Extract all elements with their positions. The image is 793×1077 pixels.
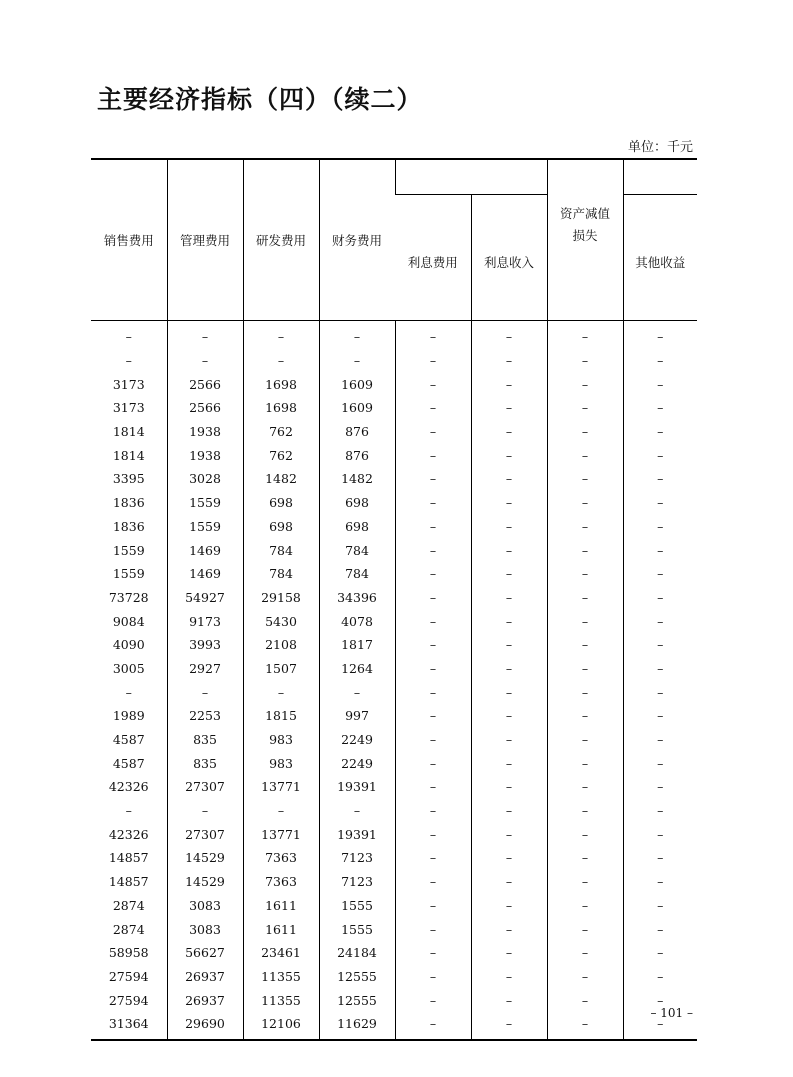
table-cell: 9173 <box>167 609 243 633</box>
table-cell: – <box>319 680 395 704</box>
table-cell: – <box>547 988 623 1012</box>
table-cell: – <box>623 420 697 444</box>
table-cell: 14857 <box>108 850 149 866</box>
table-cell: – <box>623 988 697 1012</box>
table-cell: – <box>547 704 623 728</box>
table-cell: 698 <box>319 491 395 515</box>
table-cell: – <box>623 396 697 420</box>
table-cell: – <box>471 396 547 420</box>
table-cell: – <box>623 467 697 491</box>
table-cell: – <box>471 443 547 467</box>
table-cell: 784 <box>243 538 319 562</box>
table-cell: 2927 <box>167 657 243 681</box>
table-cell: – <box>395 988 471 1012</box>
table-cell: 42326 <box>108 826 149 842</box>
table-cell: – <box>623 751 697 775</box>
table-cell: – <box>319 321 395 349</box>
table-cell: 784 <box>243 562 319 586</box>
table-cell: – <box>243 680 319 704</box>
table-cell: 1559 <box>167 491 243 515</box>
table-cell: 58958 <box>108 945 149 961</box>
table-cell: 12555 <box>319 988 395 1012</box>
table-row <box>91 491 697 515</box>
table-cell: 1559 <box>112 542 145 558</box>
table-cell: – <box>395 657 471 681</box>
table-cell: 7363 <box>243 846 319 870</box>
table-cell: – <box>623 349 697 373</box>
table-row <box>91 586 697 610</box>
table-cell: – <box>395 822 471 846</box>
table-cell: 31364 <box>91 1012 167 1040</box>
header-group-blank-2 <box>471 159 547 195</box>
table-cell: 14529 <box>167 870 243 894</box>
table-cell: 1609 <box>319 396 395 420</box>
table-row <box>91 917 697 941</box>
table-cell: – <box>319 799 395 823</box>
table-row <box>91 467 697 491</box>
table-cell: 27307 <box>167 775 243 799</box>
table-cell: – <box>623 917 697 941</box>
table-cell: 27594 <box>108 992 149 1008</box>
table-cell: – <box>471 775 547 799</box>
table-cell: – <box>243 321 319 349</box>
table-cell: – <box>471 491 547 515</box>
table-cell: – <box>547 609 623 633</box>
table-row <box>91 775 697 799</box>
header-finance: 财务费用 <box>319 159 395 321</box>
table-cell: 11629 <box>319 1012 395 1040</box>
table-cell: 835 <box>167 751 243 775</box>
table-cell: – <box>471 372 547 396</box>
table-cell: – <box>623 870 697 894</box>
table-cell: – <box>623 941 697 965</box>
header-interest-inc: 利息收入 <box>471 195 547 321</box>
table-cell: – <box>623 894 697 918</box>
table-cell: – <box>471 965 547 989</box>
table-cell: – <box>547 420 623 444</box>
table-cell: 1611 <box>243 894 319 918</box>
table-cell: – <box>471 515 547 539</box>
table-row <box>91 870 697 894</box>
table-cell: 2108 <box>243 633 319 657</box>
table-cell: 4090 <box>112 637 145 653</box>
table-cell: 1815 <box>243 704 319 728</box>
table-cell: – <box>471 1012 547 1040</box>
table-cell: 73728 <box>108 589 149 605</box>
table-cell: – <box>471 704 547 728</box>
table-cell: 11355 <box>243 965 319 989</box>
page-title: 主要经济指标（四）（续二） <box>97 85 423 114</box>
table-cell: 3028 <box>167 467 243 491</box>
table-cell: – <box>547 321 623 349</box>
table-row <box>91 443 697 467</box>
table-cell: 13771 <box>243 775 319 799</box>
table-cell: 7123 <box>319 846 395 870</box>
table-row <box>91 704 697 728</box>
table-cell: – <box>471 751 547 775</box>
table-cell: – <box>471 822 547 846</box>
table-cell: 1989 <box>112 708 145 724</box>
table-cell: 1264 <box>319 657 395 681</box>
table-cell: – <box>471 846 547 870</box>
table-cell: – <box>623 609 697 633</box>
table-cell: – <box>471 538 547 562</box>
table-cell: 24184 <box>319 941 395 965</box>
table-cell: – <box>471 349 547 373</box>
table-cell: – <box>395 704 471 728</box>
table-cell: – <box>471 562 547 586</box>
table-cell: 14529 <box>167 846 243 870</box>
table-cell: 762 <box>243 420 319 444</box>
table-cell: – <box>395 586 471 610</box>
table-cell: – <box>395 349 471 373</box>
table-row <box>91 609 697 633</box>
table-cell: – <box>471 680 547 704</box>
table-cell: 7123 <box>319 870 395 894</box>
table-cell: – <box>395 491 471 515</box>
table-cell: – <box>125 803 132 819</box>
table-cell: 1507 <box>243 657 319 681</box>
table-row <box>91 372 697 396</box>
table-cell: 14857 <box>108 874 149 890</box>
table-cell: – <box>125 684 132 700</box>
table-cell: – <box>125 353 132 369</box>
table-cell: 3083 <box>167 894 243 918</box>
table-cell: – <box>395 633 471 657</box>
table-row <box>91 965 697 989</box>
table-cell: 1559 <box>112 566 145 582</box>
table-cell: 2566 <box>167 372 243 396</box>
table-cell: – <box>547 562 623 586</box>
table-cell: 1555 <box>319 917 395 941</box>
table-cell: 11355 <box>243 988 319 1012</box>
table-cell: – <box>547 822 623 846</box>
table-row <box>91 988 697 1012</box>
table-row <box>91 420 697 444</box>
table-cell: 3005 <box>112 660 145 676</box>
table-cell: – <box>243 799 319 823</box>
table-cell: – <box>471 321 547 349</box>
table-cell: 876 <box>319 420 395 444</box>
table-cell: – <box>395 799 471 823</box>
table-cell: – <box>395 562 471 586</box>
table-cell: – <box>623 775 697 799</box>
table-cell: – <box>623 443 697 467</box>
table-cell: 1469 <box>167 562 243 586</box>
table-cell: – <box>167 349 243 373</box>
table-cell: 27307 <box>167 822 243 846</box>
table-cell: 1817 <box>319 633 395 657</box>
table-cell: – <box>623 491 697 515</box>
table-cell: – <box>547 751 623 775</box>
table-cell: – <box>471 941 547 965</box>
table-cell: 56627 <box>167 941 243 965</box>
table-cell: – <box>125 329 132 345</box>
table-cell: – <box>395 870 471 894</box>
table-cell: 19391 <box>319 822 395 846</box>
table-row <box>91 846 697 870</box>
table-cell: 13771 <box>243 822 319 846</box>
table-cell: 1555 <box>319 894 395 918</box>
table-cell: – <box>547 443 623 467</box>
table-cell: – <box>623 515 697 539</box>
table-row <box>91 633 697 657</box>
table-row <box>91 799 697 823</box>
table-cell: – <box>167 321 243 349</box>
table-cell: – <box>395 965 471 989</box>
table-cell: – <box>471 467 547 491</box>
table-cell: – <box>471 657 547 681</box>
table-cell: – <box>395 321 471 349</box>
table-cell: 1482 <box>319 467 395 491</box>
table-cell: 26937 <box>167 988 243 1012</box>
table-cell: – <box>547 728 623 752</box>
table-cell: 29690 <box>167 1012 243 1040</box>
table-cell: 29158 <box>243 586 319 610</box>
table-cell: – <box>547 846 623 870</box>
table-cell: 26937 <box>167 965 243 989</box>
table-row <box>91 515 697 539</box>
table-cell: 4078 <box>319 609 395 633</box>
table-cell: – <box>395 680 471 704</box>
table-cell: 1611 <box>243 917 319 941</box>
data-table <box>91 158 697 1041</box>
table-row <box>91 751 697 775</box>
table-cell: – <box>395 396 471 420</box>
table-cell: 1482 <box>243 467 319 491</box>
table-cell: – <box>623 633 697 657</box>
table-cell: – <box>547 894 623 918</box>
table-cell: 3993 <box>167 633 243 657</box>
table-cell: – <box>471 420 547 444</box>
table-cell: – <box>395 917 471 941</box>
table-cell: – <box>547 515 623 539</box>
table-cell: – <box>547 680 623 704</box>
header-impairment-line2: 损失 <box>572 228 598 243</box>
table-cell: – <box>623 799 697 823</box>
table-cell: 3173 <box>112 400 145 416</box>
table-cell: – <box>471 633 547 657</box>
table-cell: 835 <box>167 728 243 752</box>
table-cell: 3083 <box>167 917 243 941</box>
table-row <box>91 562 697 586</box>
table-cell: 7363 <box>243 870 319 894</box>
header-interest-exp: 利息费用 <box>395 195 471 321</box>
table-cell: – <box>623 965 697 989</box>
table-cell: – <box>395 420 471 444</box>
table-cell: – <box>623 372 697 396</box>
table-row <box>91 538 697 562</box>
table-cell: – <box>243 349 319 373</box>
table-cell: – <box>471 728 547 752</box>
table-cell: 12555 <box>319 965 395 989</box>
header-impairment-line1: 资产减值 <box>559 206 610 221</box>
table-cell: – <box>471 870 547 894</box>
table-cell: – <box>547 586 623 610</box>
table-cell: – <box>547 775 623 799</box>
table-cell: 1938 <box>167 420 243 444</box>
table-cell: – <box>395 941 471 965</box>
table-cell: 3173 <box>112 376 145 392</box>
table-row <box>91 728 697 752</box>
table-cell: – <box>395 538 471 562</box>
table-cell: – <box>395 609 471 633</box>
table-cell: 54927 <box>167 586 243 610</box>
table-cell: – <box>167 799 243 823</box>
table-cell: 12106 <box>243 1012 319 1040</box>
table-cell: 1836 <box>112 495 145 511</box>
table-cell: 698 <box>243 515 319 539</box>
table-cell: 3395 <box>112 471 145 487</box>
table-row <box>91 396 697 420</box>
unit-label: 单位：千元 <box>627 140 693 155</box>
header-sales: 销售费用 <box>91 159 167 321</box>
table-cell: – <box>395 751 471 775</box>
table-cell: 698 <box>243 491 319 515</box>
table-cell: – <box>395 728 471 752</box>
table-cell: 2249 <box>319 751 395 775</box>
table-cell: 1836 <box>112 518 145 534</box>
table-cell: – <box>395 894 471 918</box>
table-cell: – <box>623 586 697 610</box>
table-cell: – <box>547 396 623 420</box>
table-cell: 27594 <box>108 968 149 984</box>
table-cell: 784 <box>319 562 395 586</box>
table-cell: 1938 <box>167 443 243 467</box>
table-cell: – <box>547 965 623 989</box>
table-cell: 762 <box>243 443 319 467</box>
table-row <box>91 657 697 681</box>
table-cell: – <box>395 443 471 467</box>
table-cell: 19391 <box>319 775 395 799</box>
table-cell: – <box>623 728 697 752</box>
table-cell: – <box>471 988 547 1012</box>
table-cell: 1698 <box>243 396 319 420</box>
table-cell: – <box>547 538 623 562</box>
header-mgmt: 管理费用 <box>167 159 243 321</box>
table-cell: 1814 <box>112 424 145 440</box>
table-cell: 1469 <box>167 538 243 562</box>
header-group-blank-3 <box>623 159 697 195</box>
table-cell: – <box>547 799 623 823</box>
table-cell: – <box>547 372 623 396</box>
table-cell: 997 <box>319 704 395 728</box>
table-cell: 2566 <box>167 396 243 420</box>
table-row <box>91 680 697 704</box>
table-cell: – <box>623 538 697 562</box>
table-cell: – <box>471 609 547 633</box>
table-cell: 1609 <box>319 372 395 396</box>
table-row <box>91 349 697 373</box>
table-cell: 983 <box>243 728 319 752</box>
table-cell: 9084 <box>112 613 145 629</box>
table-cell: – <box>319 349 395 373</box>
table-cell: – <box>547 917 623 941</box>
header-rnd: 研发费用 <box>243 159 319 321</box>
table-cell: 2253 <box>167 704 243 728</box>
table-cell: – <box>547 941 623 965</box>
table-cell: – <box>471 799 547 823</box>
table-cell: 784 <box>319 538 395 562</box>
table-cell: – <box>623 657 697 681</box>
table-cell: 23461 <box>243 941 319 965</box>
table-cell: – <box>395 515 471 539</box>
table-cell: – <box>471 917 547 941</box>
table-cell: – <box>623 846 697 870</box>
header-other-income: 其他收益 <box>623 195 697 321</box>
table-cell: 2249 <box>319 728 395 752</box>
table-cell: 2874 <box>112 921 145 937</box>
table-cell: 4587 <box>112 732 145 748</box>
table-cell: 876 <box>319 443 395 467</box>
table-cell: – <box>471 894 547 918</box>
table-cell: – <box>395 775 471 799</box>
table-cell: – <box>395 846 471 870</box>
table-cell: – <box>471 586 547 610</box>
table-cell: – <box>547 657 623 681</box>
table-row <box>91 894 697 918</box>
header-group-blank-1 <box>395 159 471 195</box>
table-cell: – <box>395 1012 471 1040</box>
table-cell: – <box>623 704 697 728</box>
table-cell: – <box>167 680 243 704</box>
table-cell: 1559 <box>167 515 243 539</box>
table-cell: 698 <box>319 515 395 539</box>
table-cell: – <box>623 822 697 846</box>
table-row <box>91 321 697 349</box>
table-body <box>91 321 697 1040</box>
page-number: – 101 – <box>650 1006 693 1020</box>
table-row <box>91 822 697 846</box>
table-cell: 1814 <box>112 447 145 463</box>
table-cell: 983 <box>243 751 319 775</box>
header-impairment <box>547 159 623 321</box>
table-cell: – <box>623 321 697 349</box>
data-table-container <box>91 158 697 1041</box>
table-cell: 34396 <box>319 586 395 610</box>
table-cell: 1698 <box>243 372 319 396</box>
table-cell: 4587 <box>112 755 145 771</box>
table-cell: – <box>547 491 623 515</box>
table-row <box>91 941 697 965</box>
table-cell: 5430 <box>243 609 319 633</box>
table-cell: – <box>623 1012 697 1040</box>
table-cell: – <box>623 680 697 704</box>
table-cell: 42326 <box>108 779 149 795</box>
table-cell: – <box>547 1012 623 1040</box>
table-cell: 2874 <box>112 897 145 913</box>
table-cell: – <box>623 562 697 586</box>
table-header <box>91 159 697 321</box>
table-cell: – <box>547 633 623 657</box>
table-cell: – <box>395 467 471 491</box>
table-cell: – <box>547 349 623 373</box>
table-cell: – <box>395 372 471 396</box>
table-row <box>91 1012 697 1040</box>
table-cell: – <box>547 467 623 491</box>
table-cell: – <box>547 870 623 894</box>
